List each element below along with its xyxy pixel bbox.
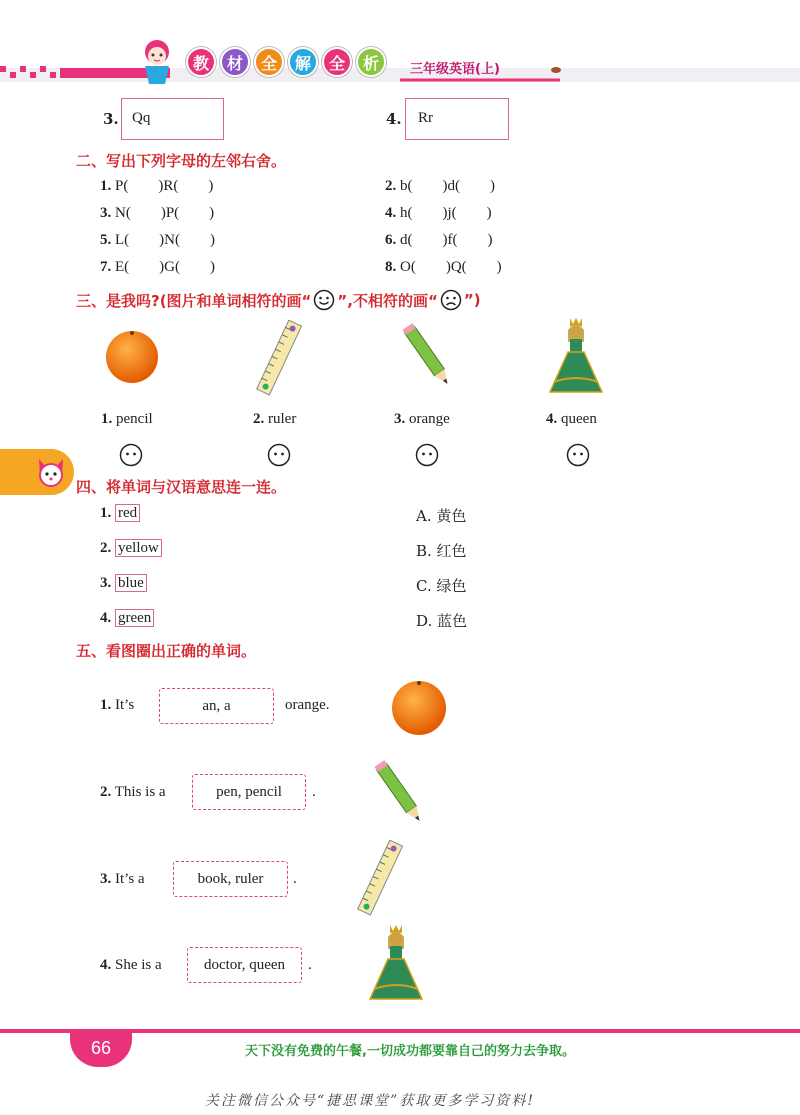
queen-icon	[366, 922, 426, 1004]
list-item	[103, 110, 119, 128]
list-item	[100, 575, 147, 592]
item-word: ruler	[268, 411, 297, 427]
list-item	[100, 205, 214, 222]
word-choice-box[interactable]: pen, pencil	[192, 774, 306, 810]
item-number: 3.	[100, 575, 112, 591]
meaning-item[interactable]: B. 红色	[416, 542, 467, 560]
item-number: 1.	[100, 505, 112, 521]
item-number: 4.	[546, 411, 558, 427]
heading-part: ”)	[463, 291, 481, 309]
list-item	[385, 232, 492, 249]
section-heading: 二、写出下列字母的左邻右舍。	[76, 152, 287, 170]
word-box[interactable]: yellow	[115, 539, 162, 557]
header-band	[0, 58, 800, 88]
item-word: queen	[561, 411, 597, 427]
header-title-char: 材	[220, 47, 250, 77]
sentence-start: She is a	[115, 957, 162, 973]
item-number: 3.	[100, 205, 112, 221]
list-item	[101, 411, 153, 428]
sentence-start: It’s	[115, 697, 135, 713]
meaning-item[interactable]: C. 绿色	[416, 577, 467, 595]
header-title-char: 全	[322, 47, 352, 77]
list-item	[100, 259, 215, 276]
item-number: 2.	[385, 178, 397, 194]
list-item	[394, 411, 450, 428]
fox-mascot-icon	[34, 455, 68, 489]
page-number: 66	[70, 1029, 132, 1067]
fill-blank[interactable]: h( )j( )	[400, 205, 492, 221]
ruler-icon	[252, 320, 308, 396]
queen-icon	[546, 316, 606, 396]
sentence-end: .	[308, 957, 312, 973]
header-title-char: 析	[356, 47, 386, 77]
item-number: 6.	[385, 232, 397, 248]
heading-part: ”,不相符的画“	[337, 291, 438, 310]
item-number: 5.	[100, 232, 112, 248]
item-number: 3.	[100, 871, 112, 887]
letter-pair: Qq	[132, 110, 151, 126]
sentence-start: This is a	[114, 784, 166, 800]
list-item	[100, 540, 162, 557]
list-item	[385, 205, 492, 222]
word-box[interactable]: blue	[115, 574, 147, 592]
answer-face-icon[interactable]	[267, 443, 291, 467]
section-heading: 四、将单词与汉语意思连一连。	[76, 478, 287, 496]
meaning-item[interactable]: A. 黄色	[416, 507, 467, 525]
word-choice-box[interactable]: an, a	[159, 688, 274, 724]
ruler-icon	[352, 840, 410, 916]
list-item	[385, 178, 495, 195]
pencil-icon	[398, 320, 458, 392]
smiley-icon	[313, 289, 335, 311]
sentence-end: orange.	[285, 697, 330, 713]
list-item	[385, 259, 502, 276]
header-title-char: 教	[186, 47, 216, 77]
list-item	[100, 784, 166, 801]
fill-blank[interactable]: E( )G( )	[115, 259, 215, 275]
item-number: 7.	[100, 259, 112, 275]
word-choice-box[interactable]: book, ruler	[173, 861, 288, 897]
fill-blank[interactable]: N( )P( )	[115, 205, 215, 221]
side-tab	[0, 449, 74, 495]
sentence-end: .	[312, 784, 316, 800]
section-heading	[76, 289, 481, 311]
fill-blank[interactable]: b( )d( )	[400, 178, 495, 194]
mascot-icon	[135, 36, 179, 86]
item-number: 4.	[385, 205, 397, 221]
item-word: orange	[409, 411, 450, 427]
item-number: 4.	[100, 610, 112, 626]
item-number: 2.	[100, 784, 112, 800]
section-heading: 五、看图圈出正确的单词。	[76, 642, 257, 660]
list-item	[100, 871, 145, 888]
watermark: 关注微信公众号“捷思课堂”获取更多学习资料!	[205, 1093, 535, 1109]
answer-face-icon[interactable]	[566, 443, 590, 467]
letter-box	[121, 98, 224, 140]
item-number: 3.	[103, 110, 119, 128]
item-number: 1.	[100, 178, 112, 194]
orange-icon	[390, 674, 448, 738]
orange-icon	[104, 325, 160, 385]
heading-part: 三、是我吗?(图片和单词相符的画“	[76, 291, 312, 310]
item-word: pencil	[116, 411, 153, 427]
item-number: 2.	[253, 411, 265, 427]
word-box[interactable]: green	[115, 609, 154, 627]
fill-blank[interactable]: O( )Q( )	[400, 259, 502, 275]
item-number: 4.	[100, 957, 112, 973]
pencil-icon	[370, 757, 430, 829]
list-item	[100, 697, 134, 714]
header-title-char: 解	[288, 47, 318, 77]
word-choice-box[interactable]: doctor, queen	[187, 947, 302, 983]
letter-pair: Rr	[418, 110, 433, 126]
answer-face-icon[interactable]	[119, 443, 143, 467]
header-subtitle: 三年级英语(上)	[410, 62, 500, 77]
list-item	[100, 178, 213, 195]
item-number: 2.	[100, 540, 112, 556]
item-number: 4.	[386, 110, 402, 128]
footer-motto: 天下没有免费的午餐,一切成功都要靠自己的努力去争取。	[245, 1044, 575, 1059]
letter-box	[405, 98, 509, 140]
item-number: 1.	[101, 411, 113, 427]
fill-blank[interactable]: d( )f( )	[400, 232, 493, 248]
sentence-start: It’s a	[115, 871, 145, 887]
fill-blank[interactable]: L( )N( )	[115, 232, 215, 248]
list-item	[100, 610, 154, 627]
list-item	[386, 110, 402, 128]
item-number: 3.	[394, 411, 406, 427]
header-title-char: 全	[254, 47, 284, 77]
word-box[interactable]: red	[115, 504, 140, 522]
fill-blank[interactable]: P( )R( )	[115, 178, 214, 194]
item-number: 1.	[100, 697, 112, 713]
answer-face-icon[interactable]	[415, 443, 439, 467]
meaning-item[interactable]: D. 蓝色	[416, 612, 468, 630]
frown-icon	[440, 289, 462, 311]
list-item	[253, 411, 296, 428]
sentence-end: .	[293, 871, 297, 887]
list-item	[100, 505, 140, 522]
list-item	[100, 957, 162, 974]
item-number: 8.	[385, 259, 397, 275]
list-item	[546, 411, 597, 428]
list-item	[100, 232, 215, 249]
